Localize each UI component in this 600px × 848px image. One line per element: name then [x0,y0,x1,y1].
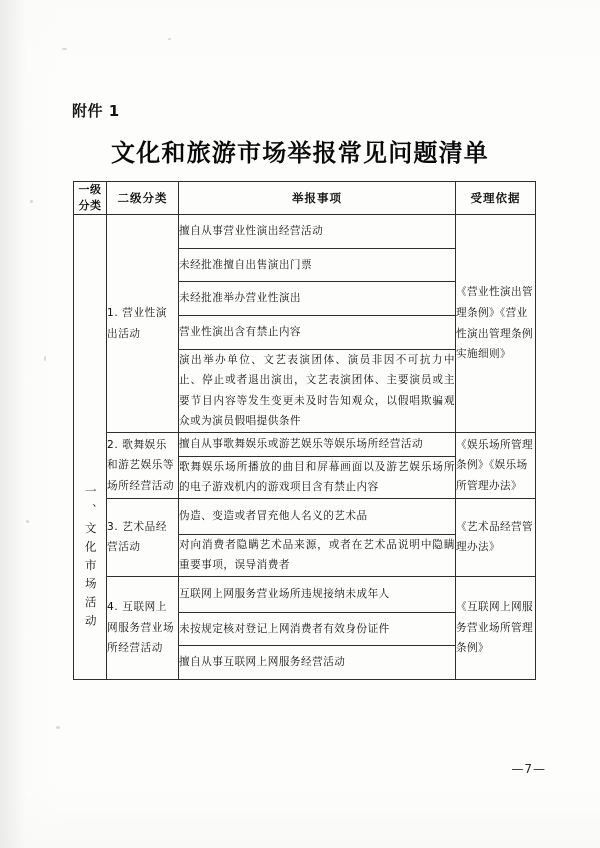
scan-speck [62,48,67,50]
column-header-level2: 二级分类 [107,182,179,215]
report-item-cell: 未按规定核对登记上网消费者有效身份证件 [179,612,456,646]
report-item-cell: 未经批准擅自出售演出门票 [179,248,456,282]
report-item-cell: 对向消费者隐瞒艺术品来源，或者在艺术品说明中隐瞒重要事项，误导消费者 [179,534,456,576]
report-item-cell: 营业性演出含有禁止内容 [179,315,456,349]
level2-category-cell-3: 3. 艺术品经营活动 [107,499,179,577]
table-row [74,499,536,535]
column-header-level1 [74,182,107,215]
report-item-cell: 未经批准举办营业性演出 [179,282,456,316]
legal-basis-cell-4: 《互联网上网服务营业场所管理条例》 [456,576,536,679]
legal-basis-cell-3: 《艺术品经营管理办法》 [456,499,536,577]
table-header-row [74,182,536,215]
scan-speck [168,38,171,40]
scan-speck [26,520,29,523]
report-item-cell: 擅自从事互联网上网服务经营活动 [179,646,456,680]
column-header-item: 举报事项 [179,182,456,215]
level2-category-cell-2: 2. 歌舞娱乐和游艺娱乐等场所经营活动 [107,433,179,499]
table-row [74,576,536,612]
page-title: 文化和旅游市场举报常见问题清单 [111,138,489,167]
table-row [74,433,536,457]
level1-category-text: 一、文化市场活动 [83,484,98,633]
level2-category-cell-4: 4. 互联网上网服务营业场所经营活动 [107,576,179,679]
column-header-basis: 受理依据 [456,182,536,215]
report-item-cell: 歌舞娱乐场所播放的曲目和屏幕画面以及游艺娱乐场所的电子游戏机内的游戏项目含有禁止内容 [179,456,456,498]
scan-speck [44,356,46,361]
scan-speck [30,200,33,203]
report-item-cell: 伪造、变造或者冒充他人名义的艺术品 [179,499,456,535]
level2-category-cell-1: 1. 营业性演出活动 [107,214,179,432]
column-header-level1-line2: 分类 [78,198,102,212]
table-row [74,214,536,248]
report-item-cell: 互联网上网服务营业场所违规接纳未成年人 [179,576,456,612]
report-item-cell: 擅自从事营业性演出经营活动 [179,214,456,248]
legal-basis-cell-1: 《营业性演出管理条例》《营业性演出管理条例实施细则》 [456,214,536,432]
level1-category-cell [74,214,107,679]
page-number: —7— [511,762,546,776]
attachment-label: 附件 1 [72,102,120,120]
report-item-cell: 擅自从事歌舞娱乐或游艺娱乐等娱乐场所经营活动 [179,433,456,457]
scan-speck [56,726,60,729]
column-header-level1-line1: 一级 [78,183,102,196]
complaint-list-table [73,181,536,680]
report-item-cell: 演出举办单位、文艺表演团体、演员非因不可抗力中止、停止或者退出演出，文艺表演团体、主要演员或主要节目内容等发生变更未及时告知观众，以假唱欺骗观众或为演员假唱提供条件 [179,349,456,433]
legal-basis-cell-2: 《娱乐场所管理条例》《娱乐场所管理办法》 [456,433,536,499]
complaint-list-table-wrapper [73,181,535,680]
